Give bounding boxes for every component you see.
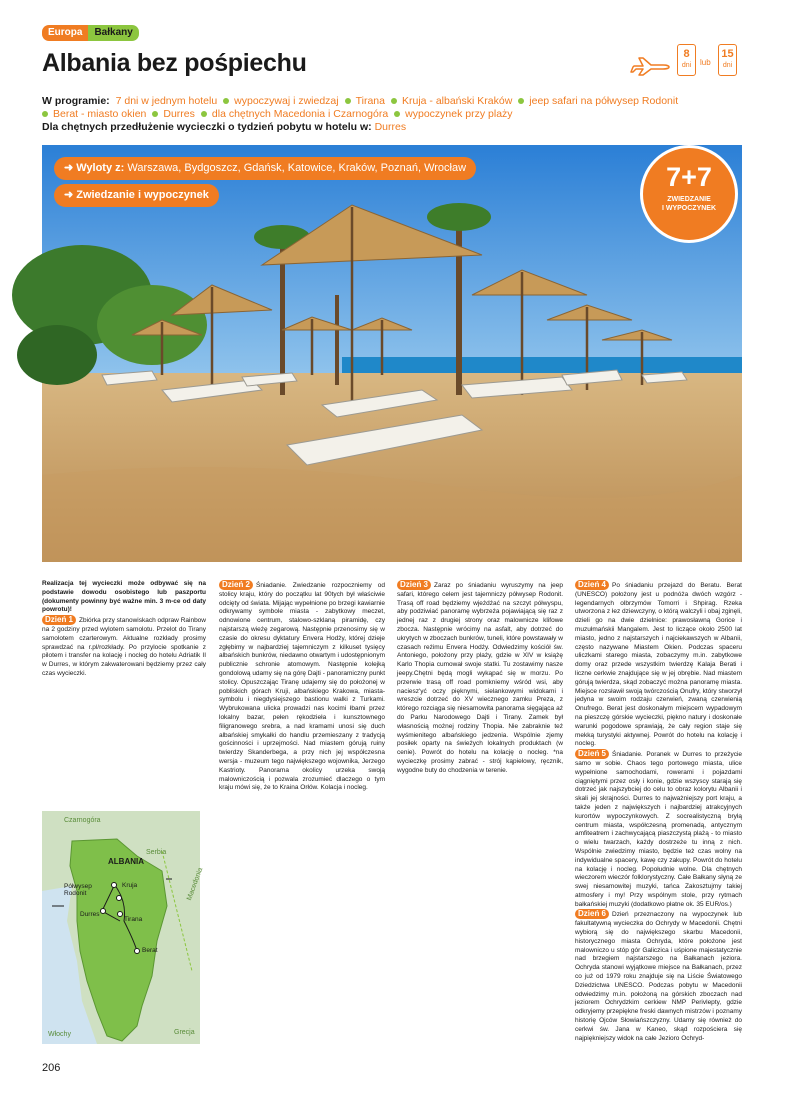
extension-value: Durres — [374, 121, 407, 133]
bullet-icon — [391, 98, 397, 104]
map-city-durres: Durres — [80, 911, 100, 918]
departures-pill — [54, 157, 476, 180]
day-badge: Dzień 1 — [42, 615, 76, 625]
map-city-kruja: Kruja — [122, 882, 138, 889]
route-map — [42, 811, 205, 1044]
programme-item: jeep safari na półwysep Rodonit — [529, 95, 679, 107]
day-badge: Dzień 5 — [575, 749, 609, 759]
duration-value-1: 8 — [683, 48, 690, 60]
bullet-icon — [223, 98, 229, 104]
duration-separator: lub — [700, 58, 711, 67]
bullet-icon — [201, 111, 207, 117]
programme-label: W programie: — [42, 95, 110, 107]
programme-item: Berat - miasto okien — [53, 108, 147, 120]
departures-value: Warszawa, Bydgoszcz, Gdańsk, Katowice, Kraków, Poznań, Wrocław — [127, 162, 467, 174]
day-badge: Dzień 2 — [219, 580, 253, 590]
map-label-greece: Grecja — [174, 1029, 195, 1036]
programme-item: Tirana — [355, 95, 385, 107]
extension-label: Dla chętnych przedłużenie wycieczki o tydzień pobytu w hotelu w: — [42, 121, 372, 133]
map-label-montenegro: Czarnogóra — [64, 817, 101, 824]
day-description: Śniadanie. Zwiedzanie rozpoczniemy od stolicy kraju, który do początku lat 90tych był właściwie odcięty od świata. Mijając wypełnione po brzegi kawiarnie odkrywamy symbole miasta - zabytkowy meczet, odnowione centrum, stalowo-szklaną piramidę, czy najstarszą wieżę zegarową. Następnie przenosimy się w czasie do okresu dyktatury Envera Hodży, której dzieje zgłębimy w najbardziej tajemniczym z kilkuset tysięcy albańskich bunkrów, niedawno otwartym i udostępnionym publicznie schronie atomowym. Następnie kolejką gondolową udamy się na górę Dajti - panoramiczny punkt stolicy. Opuszczając Tiranę udajemy się do położonej w pobliskich górach Kruji, albańskiego Krakowa, miasta-symbolu i niegdysiejszego bastionu walki z Turkami. Wybrukowana ulicka prowadzi nas kocimi łbami przez lokalny bazar, pełen rękodzieła i kunsztownego filigranowego srebra, a nad kramami unosi się duch albańskiej smykałki do handlu przemieszany z tradycją gościnności i uprzejmości. Nad miastem górują ruiny twierdzy Skanderbega, a przy nich jej współczesna wersja - muzeum tego największego wojownika, Jerzego Kastrioty. Panorama okolicy urzeka swoją malowniczością i pozwala zrozumieć dlaczego o tym kraju mówi się, że to Kraina Orłów. Kolacja i nocleg. — [219, 582, 385, 792]
document-notice: Realizacja tej wycieczki może odbywać się na podstawie dowodu osobistego lub paszportu (dokumenty powinny być ważne min. 3 m-ce od daty powrotu)! — [42, 580, 206, 614]
text-column-2 — [219, 580, 385, 793]
trip-type-pill — [54, 184, 219, 207]
text-column-3 — [397, 580, 563, 776]
day-badge: Dzień 6 — [575, 909, 609, 919]
badge-value: 7+7 — [666, 162, 712, 192]
day-description: Śniadanie. Poranek w Durres to przeżycie samo w sobie. Chaos tego portowego miasta, ulice wypełnione samochodami, rowerami i pojazdami ciągniętymi przez osły i konie, gdzie wszyscy starają się dotrzeć jak najszybciej do celu to obraz kolorytu Albanii i skali jej skrajności. Durres to najważniejszy port kraju, a także jeden z największych i najbardziej atrakcyjnych kurortów wypoczynkowych. Z socrealistyczną bryłą centrum miasta, współczesną promenadą, antycznym amfiteatrem i zachwycającą piaszczystą plażą - to miasto o wielu twarzach, każdy dostrzeże tu inną z nich. Wspólnie zwiedzimy miasto, będzie też czas wolny na indywidualne spacery, kawę czy zakupy. Powrót do hotelu na kolację i nocleg. Popołudnie wolne. Dla chętnych wieczorem wieczór folklorystyczny. Całe Bałkany słyną ze swej niesamowitej muzyki, tańca Zakosztujmy takiej atmosfery i my! Przy wspólnym stole, przy rytmach bałkańskiej muzyki (dodatkowo płatne ok. 35 EUR/os.) — [575, 751, 742, 908]
beach-illustration — [42, 145, 742, 562]
departures-label: Wyloty z: — [76, 162, 125, 174]
bullet-icon — [518, 98, 524, 104]
day-badge: Dzień 4 — [575, 580, 609, 590]
map-label-macedonia: Macedonia — [186, 866, 205, 902]
badge-line-2: I WYPOCZYNEK — [661, 205, 717, 212]
trip-type-label: Zwiedzanie i wypoczynek — [76, 189, 209, 201]
map-label-italy: Włochy — [48, 1031, 71, 1038]
duration-15-days — [718, 44, 737, 76]
day-description: Po śniadaniu przejazd do Beratu. Berat (UNESCO) położony jest u podnóża dwóch wzgórz - legendarnych olbrzymów Tomorri i Shpirag. Rzeka utworzona z łez dziewczyny, o którą walczyli i obaj zginęli, dzieli go na dwie dzielnice: prawosławną Gorice i muzułmańskii Mangalem. Jest to liczące około 2500 lat miasto, jedno z najstarszych i najciekawszych w Albanii, często nazywane Miastem Okien. Podczas spaceru uliczkami starego miasta, zobaczymy m.in. zabytkowe domy oraz przede wszystkim twierdzę Kalaja Berati i liczne cerkwie znajdujące się w jej obrębie. Nad miastem górują twierdza, skąd zobaczyć można panoramę miasta. Miejsce rozsławił swoją twórczością Onufry, który stworzył jedyna w swoim rodzaju czerwień, zwaną czerwienią Onufrego. Berat jest doskonałym miejscem wypadowym na pieszczę górskie wycieczki, piękno natury i doskonałe warunki pogodowe sprawiają, że cały region staje się mekką turystyki aktywnej. Powrót do hotelu na kolację i nocleg. — [575, 582, 742, 748]
breadcrumb — [42, 25, 139, 41]
duration-8-days — [677, 44, 696, 76]
programme-item: wypoczynek przy plaży — [405, 108, 513, 120]
map-city-rodonit: Półwysep Rodonit — [64, 883, 92, 897]
duration-value-2: 15 — [721, 48, 734, 60]
map-label-serbia: Serbia — [146, 849, 167, 856]
text-column-4 — [575, 580, 742, 1043]
bullet-icon — [345, 98, 351, 104]
days-badge — [640, 145, 738, 243]
duration-unit-1: dni — [681, 62, 692, 69]
programme-item: dla chętnych Macedonia i Czarnogóra — [211, 108, 389, 120]
programme-list — [42, 95, 762, 134]
map-country-label: ALBANIA — [108, 857, 144, 866]
day-description: Zbiórka przy stanowiskach odpraw Rainbow na 2 godziny przed wylotem samolotu. Przelot do Tirany samolotem czarterowym. Aktualne rozkłady prosimy sprawdzać na r.pl/rozkłady. Po przylocie spotkanie z pilotem i transfer na kolację i nocleg do hotelu Adriatik II w Durres, w którym zakwaterowani będziemy przez cały czas wycieczki. — [42, 617, 206, 677]
day-description: Dzień przeznaczony na wypoczynek lub fakultatywną wycieczka do Ochrydy w Macedonii. Chętni wybiorą się do największego skarbu Macedonii, historycznego miasta Ochryda, które położone jest malowniczo u stóp gór Galiczica i uśpione majestatycznie nad brzegiem najstarszego na Bałkanach jeziora. Ochryda stanowi wyjątkowe miejsce na Bałkanach, przez co już od 1979 roku znajduje się na Liście Światowego Dziedzictwa UNESCO. Podczas pobytu w Macedonii odwiedzimy m.in. położoną na górskich zboczach nad jeziorem Ochrydzkim cerkiew NMP Perivlepty, gdzie odkryjemy przepiękne freski dawnych mistrzów i poznamy historię Ojców Słowiańszczyzny. Udamy się również do cerkwi św. Jana w Kaneo, skąd rozpościera się najpiękniejszy widok na całe Jezioro Ochryd- — [575, 911, 742, 1042]
hero-photo — [42, 145, 742, 562]
page-title: Albania bez pośpiechu — [42, 49, 307, 77]
day-description: Zaraz po śniadaniu wyruszymy na jeep safari, którego celem jest tajemniczy półwysep Rodonit. Trasą off road będziemy wjeżdżać na szczyt półwyspu, aby podziwiać panoramę wybrzeża pojawiającą się raz z jednej raz z drugiej strony oraz malownicze klifowe zbocza. Następnie wrócimy na asfalt, aby dotrzeć do ukrytych w zboczach bunkrów, tuneli, które powstawały w czasach reżimu Envera Hodży. Odwiedzimy kościół św. Antoniego, położony przy plaży, gdzie w XIV w książę Karlo Thopia cumował swoje statki. Tu zostawimy nasze jeepy.Chętni będą mogli wykąpać się w morzu. Po przerwie trasą off road pomkniemy wśród wsi, aby naciesz'yć oczy pięknymi, sielankowymi widokami i wreszcie dotrzeć do XV wiecznego zamku Preza, z którego rozciąga się niesamowita panorama sięgająca aż do Parku Narodowego Dajti i Tirany. Zamek był własnością możnej rodziny Thopia. Nie zabraknie też wyśmienitego albańskiego jedzenia. Wspólnie zjemy posiłek oparty na świeżych lokalnych produktach (w cenie). Powrót do hotelu na kolację o nocleg. *na wycieczkę prosimy zabrać - strój kąpielowy, ręcznik, wygodne buty do chodzenia w terenie. — [397, 582, 563, 774]
duration-unit-2: dni — [722, 62, 733, 69]
arrow-right-icon: ➜ — [64, 189, 74, 201]
map-shapes — [42, 811, 200, 1044]
day-badge: Dzień 3 — [397, 580, 431, 590]
text-column-1 — [42, 580, 206, 679]
badge-line-1: ZWIEDZANIE — [667, 196, 711, 203]
bullet-icon — [394, 111, 400, 117]
programme-item: Durres — [163, 108, 195, 120]
map-city-berat: Berat — [142, 947, 158, 954]
subregion-tag: Bałkany — [88, 25, 138, 41]
bullet-icon — [42, 111, 48, 117]
arrow-right-icon: ➜ — [64, 162, 74, 174]
programme-item: 7 dni w jednym hotelu — [115, 95, 218, 107]
bullet-icon — [152, 111, 158, 117]
map-city-tirana: Tirana — [124, 916, 143, 923]
plane-icon — [631, 52, 671, 76]
programme-item: Kruja - albański Kraków — [401, 95, 513, 107]
page-number: 206 — [42, 1062, 61, 1074]
programme-item: wypoczywaj i zwiedzaj — [234, 95, 339, 107]
region-tag: Europa — [42, 25, 88, 41]
